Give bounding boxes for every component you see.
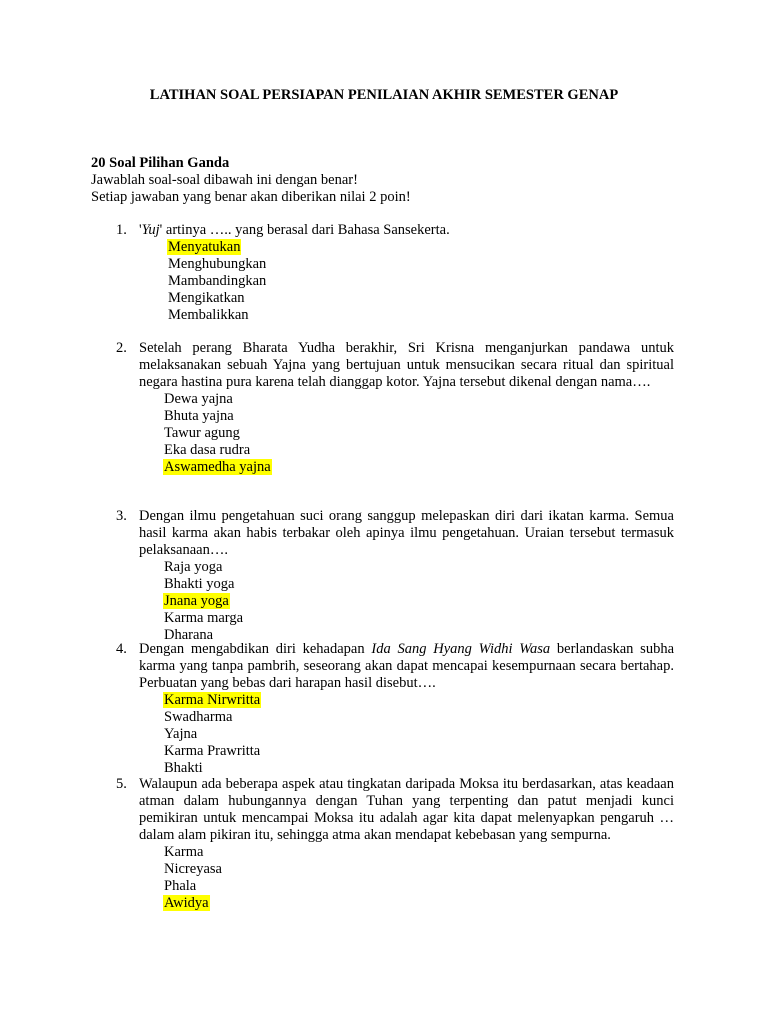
instruction-line-2: Setiap jawaban yang benar akan diberikan nilai 2 poin! (91, 189, 411, 205)
intro-block (91, 155, 691, 206)
answer-option (167, 256, 674, 273)
question-text: Dengan ilmu pengetahuan suci orang sanggup melepaskan diri dari ikatan karma. Semua hasil karma akan habis terbakar oleh apinya ilmu pengetahuan. Uraian tersebut termasuk pelaksanaan…. (139, 508, 674, 558)
answer-option-label: Yajna (164, 726, 198, 742)
question-text-italic: Ida Sang Hyang Widhi Wasa (371, 641, 551, 657)
question-number: 5. (116, 776, 127, 792)
option-list (167, 239, 674, 324)
answer-option (167, 239, 674, 256)
answer-option-label: Karma Prawritta (164, 743, 261, 759)
option-list (163, 692, 674, 777)
answer-option (163, 895, 674, 912)
answer-option-highlighted: Awidya (164, 895, 209, 911)
answer-option (167, 307, 674, 324)
answer-option-label: Bhakti (164, 760, 203, 776)
answer-option (167, 290, 674, 307)
answer-option-highlighted: Aswamedha yajna (164, 459, 271, 475)
question-text: Setelah perang Bharata Yudha berakhir, Sri Krisna menganjurkan pandawa untuk melaksanakan sebuah Yajna yang bertujuan untuk mensucikan secara ritual dan spiritual negara hastina pura karena telah dianggap kotor. Yajna tersebut dikenal dengan nama…. (139, 340, 674, 390)
option-list (163, 559, 674, 644)
answer-option (163, 844, 674, 861)
answer-option-label: Dharana (164, 627, 214, 643)
instruction-line-1: Jawablah soal-soal dibawah ini dengan benar! (91, 172, 358, 188)
answer-option (163, 692, 674, 709)
answer-option-label: Tawur agung (164, 425, 240, 441)
answer-option (163, 726, 674, 743)
answer-option-label: Dewa yajna (164, 391, 233, 407)
answer-option (163, 576, 674, 593)
question-text-part: berlandaskan subha karma yang tanpa pambrih, seseorang akan dapat mencapai kesempurnaan secara bertahap. Perbuatan yang bebas dari harapan hasil disebut…. (139, 641, 674, 691)
question-number: 2. (116, 340, 127, 356)
question-4 (116, 641, 674, 777)
question-2 (116, 340, 674, 476)
section-heading: 20 Soal Pilihan Ganda (91, 155, 230, 171)
question-text: Walaupun ada beberapa aspek atau tingkatan daripada Moksa itu berdasarkan, atas keadaan atman dalam hubungannya dengan Tuhan yang terpenting dan patut menjadi kunci pemikiran untuk mencampai Moksa itu adalah agar kita dapat melenyapkan pengaruh … dalam alam pikiran itu, sehingga atma akan mendapat kebebasan yang sempurna. (139, 776, 674, 843)
answer-option (163, 593, 674, 610)
option-list (163, 844, 674, 912)
answer-option-label: Phala (164, 878, 197, 894)
answer-option (163, 861, 674, 878)
question-5 (116, 776, 674, 912)
question-text-italic: Yuj (141, 222, 160, 238)
question-number: 3. (116, 508, 127, 524)
question-3 (116, 508, 674, 644)
answer-option-label: Membalikkan (168, 307, 249, 323)
answer-option-label: Raja yoga (164, 559, 223, 575)
question-number: 1. (116, 222, 127, 238)
answer-option-label: Nicreyasa (164, 861, 222, 877)
answer-option-label: Mengikatkan (168, 290, 245, 306)
page-title: LATIHAN SOAL PERSIAPAN PENILAIAN AKHIR SEMESTER GENAP (149, 87, 619, 103)
question-text-part: ' (139, 222, 142, 238)
answer-option-label: Karma (164, 844, 204, 860)
answer-option-label: Menghubungkan (168, 256, 267, 272)
question-text (139, 222, 674, 239)
question-text-part: Dengan mengabdikan diri kehadapan (139, 641, 372, 657)
answer-option-highlighted: Menyatukan (168, 239, 241, 255)
answer-option (163, 391, 674, 408)
option-list (163, 391, 674, 476)
answer-option (163, 709, 674, 726)
question-text-part: ' artinya ….. yang berasal dari Bahasa Sansekerta. (159, 222, 450, 238)
answer-option-highlighted: Jnana yoga (164, 593, 229, 609)
question-1 (116, 222, 674, 324)
answer-option (163, 408, 674, 425)
answer-option (163, 425, 674, 442)
answer-option (163, 459, 674, 476)
answer-option (163, 442, 674, 459)
answer-option-highlighted: Karma Nirwritta (164, 692, 261, 708)
answer-option-label: Bhuta yajna (164, 408, 234, 424)
answer-option (167, 273, 674, 290)
answer-option (163, 743, 674, 760)
answer-option (163, 760, 674, 777)
answer-option-label: Eka dasa rudra (164, 442, 251, 458)
answer-option (163, 878, 674, 895)
question-text (139, 641, 674, 692)
answer-option (163, 610, 674, 627)
answer-option-label: Swadharma (164, 709, 233, 725)
answer-option-label: Karma marga (164, 610, 244, 626)
answer-option-label: Mambandingkan (168, 273, 267, 289)
question-number: 4. (116, 641, 127, 657)
answer-option-label: Bhakti yoga (164, 576, 235, 592)
answer-option (163, 559, 674, 576)
